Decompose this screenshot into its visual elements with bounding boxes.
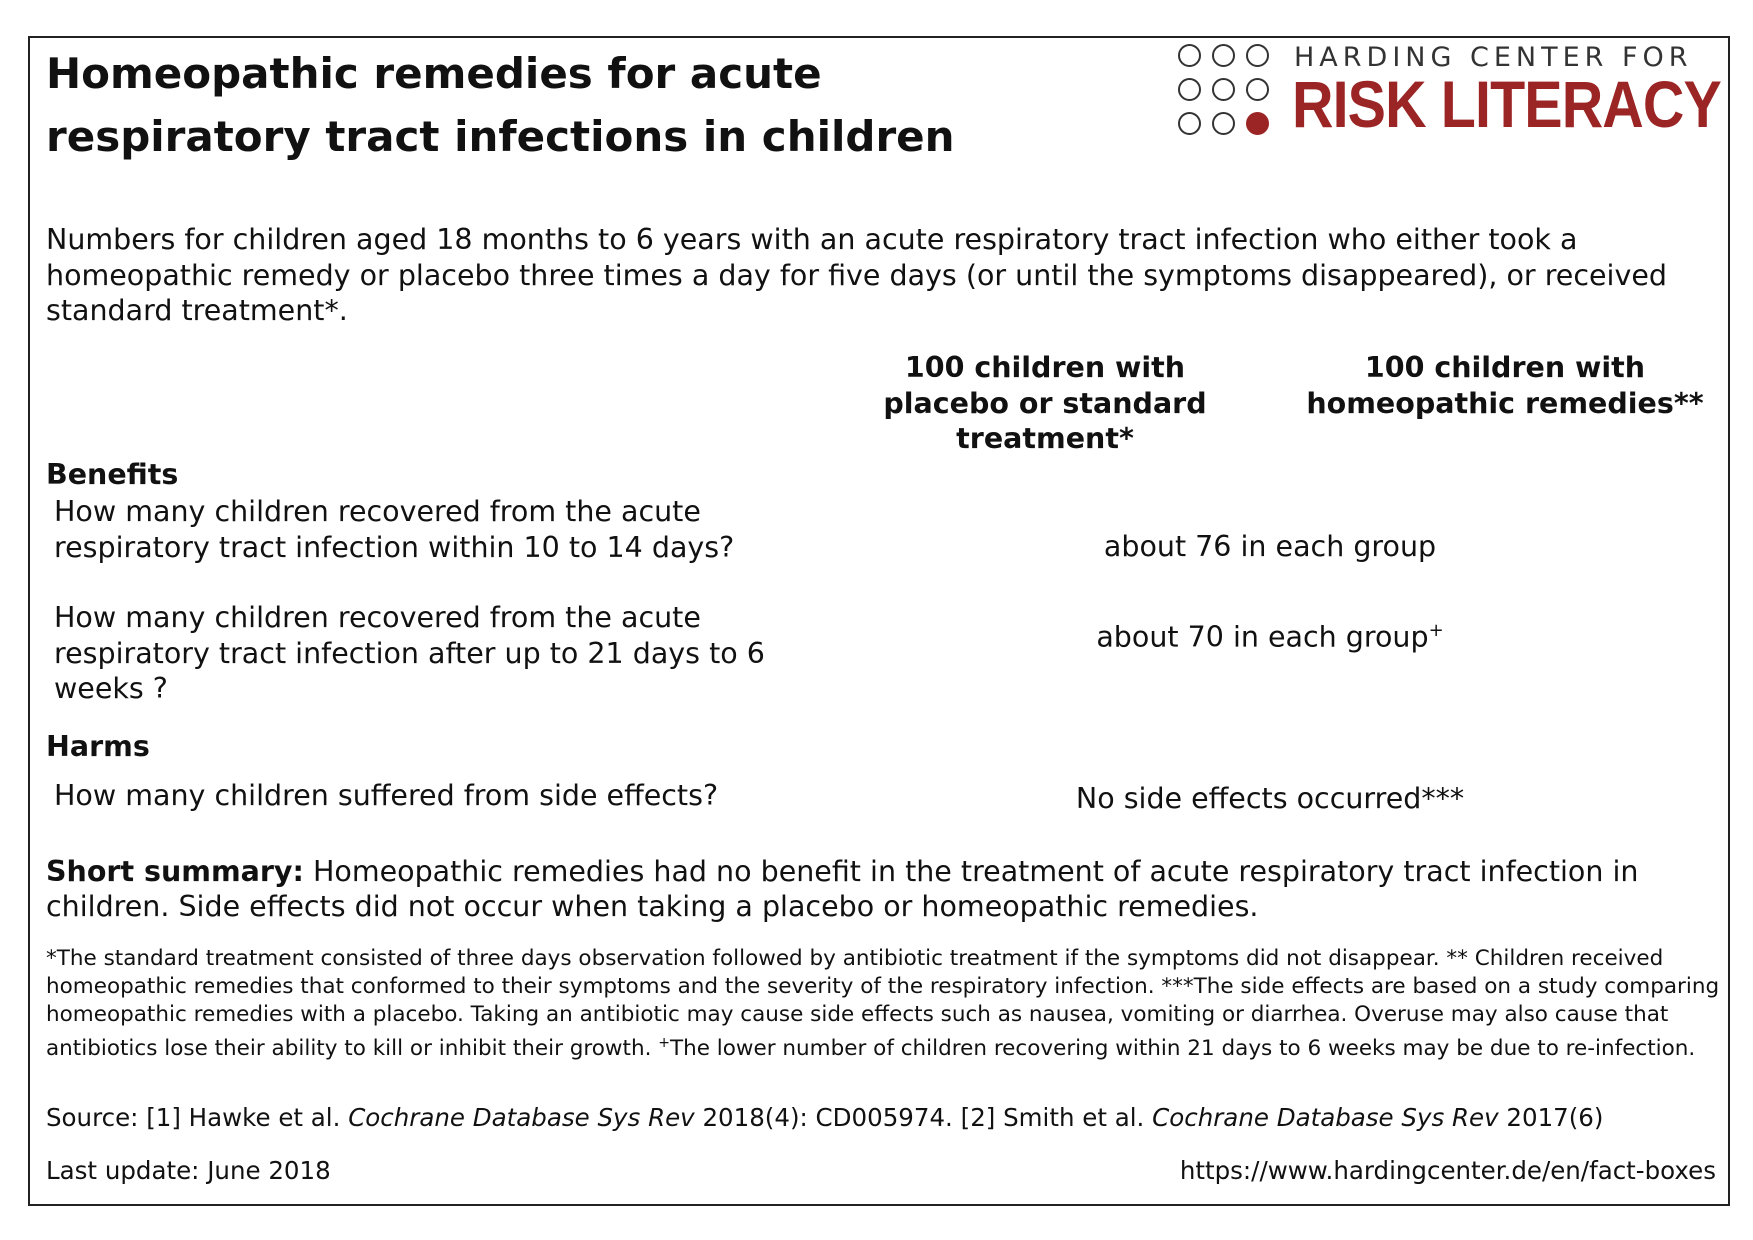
benefit-answer-1: about 76 in each group (1103, 530, 1437, 563)
column-header-placebo: 100 children with placebo or standard treatment* (883, 351, 1207, 455)
last-update: Last update: June 2018 (46, 1156, 331, 1185)
source-citation (46, 1103, 1726, 1132)
source-ref-2: 2017(6) (1498, 1103, 1604, 1132)
logo-dots-icon (1178, 44, 1276, 142)
footnotes-tail: The lower number of children recovering within 21 days to 6 weeks may be due to re-infection. (669, 1036, 1696, 1062)
logo-top-text: HARDING CENTER FOR (1294, 42, 1693, 73)
source-journal-2: Cochrane Database Sys Rev (1152, 1103, 1499, 1132)
harding-center-logo (1178, 42, 1721, 142)
benefit-question-2: How many children recovered from the acute respiratory tract infection after up to 21 days to 6 weeks ? (54, 601, 765, 705)
footnotes (46, 945, 1726, 1063)
harm-answer-1: No side effects occurred*** (1075, 782, 1465, 815)
footnotes-text: *The standard treatment consisted of three days observation followed by antibiotic treatment if the symptoms did not disappear. ** Children received homeopathic remedies that conformed to their symptoms and the severity of the respiratory infection. ***The side effects are based on a study comparing homeopathic remedies with a placebo. Taking an antibiotic may cause side effects such as nausea, vomiting or diarrhea. Overuse may also cause that antibiotics lose their ability to kill or inhibit their growth. (46, 946, 1720, 1062)
page-title: Homeopathic remedies for acute respiratory tract infections in children (46, 49, 955, 161)
summary-text: Homeopathic remedies had no benefit in the treatment of acute respiratory tract infection in children. Side effects did not occur when taking a placebo or homeopathic remedies. (46, 855, 1639, 923)
source-ref-1: 2018(4): CD005974. [2] Smith et al. (694, 1103, 1153, 1132)
benefit-answer-2 (870, 620, 1670, 654)
source-journal-1: Cochrane Database Sys Rev (348, 1103, 695, 1132)
harm-question-1: How many children suffered from side effects? (54, 779, 719, 812)
benefit-answer-2-mark: + (1428, 620, 1444, 641)
source-prefix: Source: [1] Hawke et al. (46, 1103, 349, 1132)
benefit-answer-2-text: about 70 in each group (1096, 620, 1429, 654)
harms-heading: Harms (46, 730, 150, 763)
column-header-homeopathic: 100 children with homeopathic remedies** (1306, 351, 1704, 420)
logo-main-text: RISK LITERACY (1292, 67, 1721, 141)
summary-label: Short summary: (46, 855, 304, 888)
benefits-heading: Benefits (46, 458, 179, 491)
benefit-question-1: How many children recovered from the acute respiratory tract infection within 10 to 14 days? (54, 495, 735, 564)
intro-text: Numbers for children aged 18 months to 6 years with an acute respiratory tract infection who either took a homeopathic remedy or placebo three times a day for five days (or until the symptoms disappeared), or received standard treatment*. (46, 223, 1667, 327)
fact-box-url[interactable]: https://www.hardingcenter.de/en/fact-boxes (1179, 1156, 1716, 1185)
short-summary (46, 854, 1726, 924)
footnote-mark: + (658, 1035, 670, 1051)
